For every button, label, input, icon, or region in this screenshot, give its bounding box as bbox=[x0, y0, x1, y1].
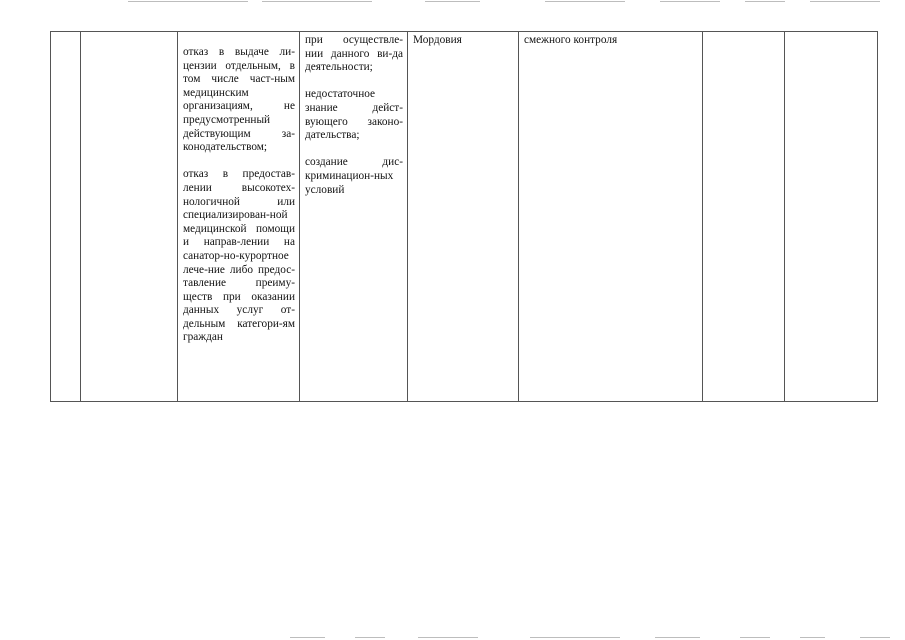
region-text: Мордовия bbox=[413, 34, 462, 46]
cause-law-knowledge: недостаточное знание дейст-вующего законо-дательства; bbox=[305, 88, 403, 142]
cell-empty-8 bbox=[785, 32, 878, 402]
violation-license-refusal: отказ в выдаче ли-цензии отдельным, в том числе част-ным медицинским организациям, не предусмотренный действующим за-конодательством; bbox=[183, 46, 295, 154]
cell-empty-7 bbox=[703, 32, 785, 402]
table-row bbox=[51, 32, 878, 402]
cell-name bbox=[81, 32, 178, 402]
cell-number bbox=[51, 32, 81, 402]
content-table bbox=[50, 31, 878, 402]
cell-control bbox=[519, 32, 703, 402]
control-text: смежного контроля bbox=[524, 34, 618, 46]
cause-activity: при осуществле-нии данного ви-да деятельности; bbox=[305, 34, 403, 74]
scan-artifact-bottom bbox=[0, 636, 905, 639]
cell-causes bbox=[300, 32, 408, 402]
scan-artifact-top bbox=[0, 0, 905, 3]
cell-region bbox=[408, 32, 519, 402]
cause-discrimination: создание дис-криминацион-ных условий bbox=[305, 156, 403, 196]
violation-care-refusal: отказ в предостав-лении высокотех-нологичной или специализирован-ной медицинской помощи и направ-лении на санатор-но-курортное лече-ние либо предос-тавление преиму-ществ при оказании данных услуг от-дельным категори-ям граждан bbox=[183, 168, 295, 344]
cell-violations bbox=[178, 32, 300, 402]
